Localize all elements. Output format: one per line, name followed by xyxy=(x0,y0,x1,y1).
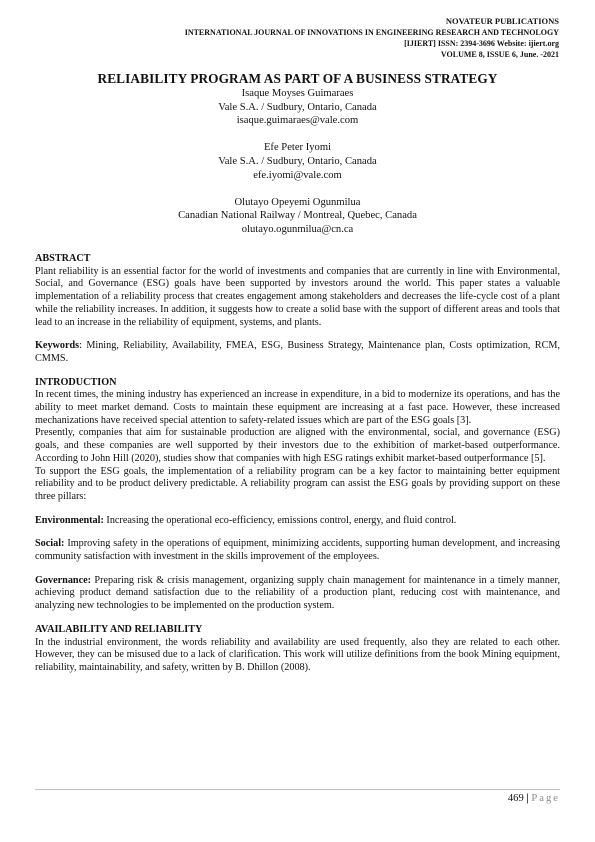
page-separator: | xyxy=(526,793,529,804)
author-email: isaque.guimaraes@vale.com xyxy=(236,115,359,127)
pillar-label: Social: xyxy=(35,538,65,550)
abstract-text: Plant reliability is an essential factor for the world of investments and companies that are currently in line with Environmental, Social, and Governance (ESG) goals have been supported by investors around the world. This paper states a valuable implementation of a reliability process that creates engagement among stakeholders and decreases the life-cycle cost of a plant while the reliability increases. In addition, it suggests how to create a solid base with the support of different areas and tools that lead to an increase in the reliability of equipment, systems, and plants. xyxy=(35,265,560,328)
journal-header xyxy=(185,16,559,60)
pillar-environmental xyxy=(35,515,560,528)
author-block xyxy=(0,87,595,237)
pillar-text: Improving safety in the operations of equipment, minimizing accidents, supporting human development, and increasing community satisfaction with investment in the skills improvement of the employees. xyxy=(35,538,560,563)
pillar-governance xyxy=(35,575,560,613)
introduction-paragraph-2: Presently, companies that aim for sustainable production are aligned with the environmental, social, and governance (ESG) goals, and these companies are well supported by their investors due to the exhibition of market-based outperformance. According to John Hill (2020), studies show that companies with high ESG ratings exhibit market-based outperformance [5]. xyxy=(35,427,560,464)
pillar-label: Environmental: xyxy=(35,514,104,526)
footer-divider xyxy=(35,789,560,790)
author-name: Olutayo Opeyemi Ogunmilua xyxy=(234,196,361,208)
keywords-label: Keywords xyxy=(35,340,80,352)
author-affiliation: Vale S.A. / Sudbury, Ontario, Canada xyxy=(218,155,377,167)
keywords-paragraph xyxy=(35,340,560,365)
page-number: 469 xyxy=(507,793,524,804)
paper-body xyxy=(35,253,560,675)
availability-text: In the industrial environment, the words reliability and availability are used frequently, also they are related to each other. However, they can be misused due to a lack of clarification. This work will utilize definitions from the book Mining equipment, reliability, maintainability, and safety, written by B. Dhillon (2008). xyxy=(35,636,560,673)
author-name: Isaque Moyses Guimaraes xyxy=(241,88,354,99)
author-affiliation: Vale S.A. / Sudbury, Ontario, Canada xyxy=(218,101,377,113)
author-email: efe.iyomi@vale.com xyxy=(253,169,342,181)
author-name: Efe Peter Iyomi xyxy=(263,142,332,154)
pillar-text: Preparing risk & crisis management, organizing supply chain management for maintenance in a timely manner, achieving product demand satisfaction due to the reliability of a production plant, reducing cost with maintenance, and analyzing new technologies to be implemented on the production system. xyxy=(35,574,560,612)
page-number-block xyxy=(508,793,560,804)
introduction-paragraph-1: In recent times, the mining industry has experienced an increase in expenditure, in a bid to modernize its operations, and has the ability to meet market demand. Costs to maintain these equipment are increasing at a fast pace. However, these increased mechanizations have received special attention to safety-related issues which are part of the ESG goals [3]. xyxy=(35,389,560,426)
keywords-text: : Mining, Reliability, Availability, FMEA, ESG, Business Strategy, Maintenance plan, Costs optimization, RCM, CMMS. xyxy=(35,340,560,364)
availability-heading: AVAILABILITY AND RELIABILITY xyxy=(35,623,203,635)
pillar-text: Increasing the operational eco-efficiency, emissions control, energy, and fluid control. xyxy=(103,514,457,526)
introduction-heading: INTRODUCTION xyxy=(35,376,117,388)
pillar-social xyxy=(35,538,560,563)
page-footer xyxy=(35,789,560,804)
author-email: olutayo.ogunmilua@cn.ca xyxy=(241,223,354,235)
journal-name: INTERNATIONAL JOURNAL OF INNOVATIONS IN ENGINEERING RESEARCH AND TECHNOLOGY xyxy=(184,28,559,37)
journal-issn: [IJIERT] ISSN: 2394-3696 Website: ijiert.org xyxy=(404,39,559,48)
introduction-paragraph-3: To support the ESG goals, the implementation of a reliability program can be a key factor to maintaining better equipment reliability and to be product delivery predictable. A reliability program can assist the ESG goals by providing support on these three pillars: xyxy=(35,465,560,502)
paper-title: RELIABILITY PROGRAM AS PART OF A BUSINESS STRATEGY xyxy=(97,71,498,86)
journal-volume: VOLUME 8, ISSUE 6, June. -2021 xyxy=(440,50,559,59)
page-label: Page xyxy=(531,793,560,804)
author-affiliation: Canadian National Railway / Montreal, Quebec, Canada xyxy=(178,210,417,222)
pillar-label: Governance: xyxy=(35,574,92,586)
publisher-name: NOVATEUR PUBLICATIONS xyxy=(445,16,559,26)
abstract-heading: ABSTRACT xyxy=(35,253,91,264)
